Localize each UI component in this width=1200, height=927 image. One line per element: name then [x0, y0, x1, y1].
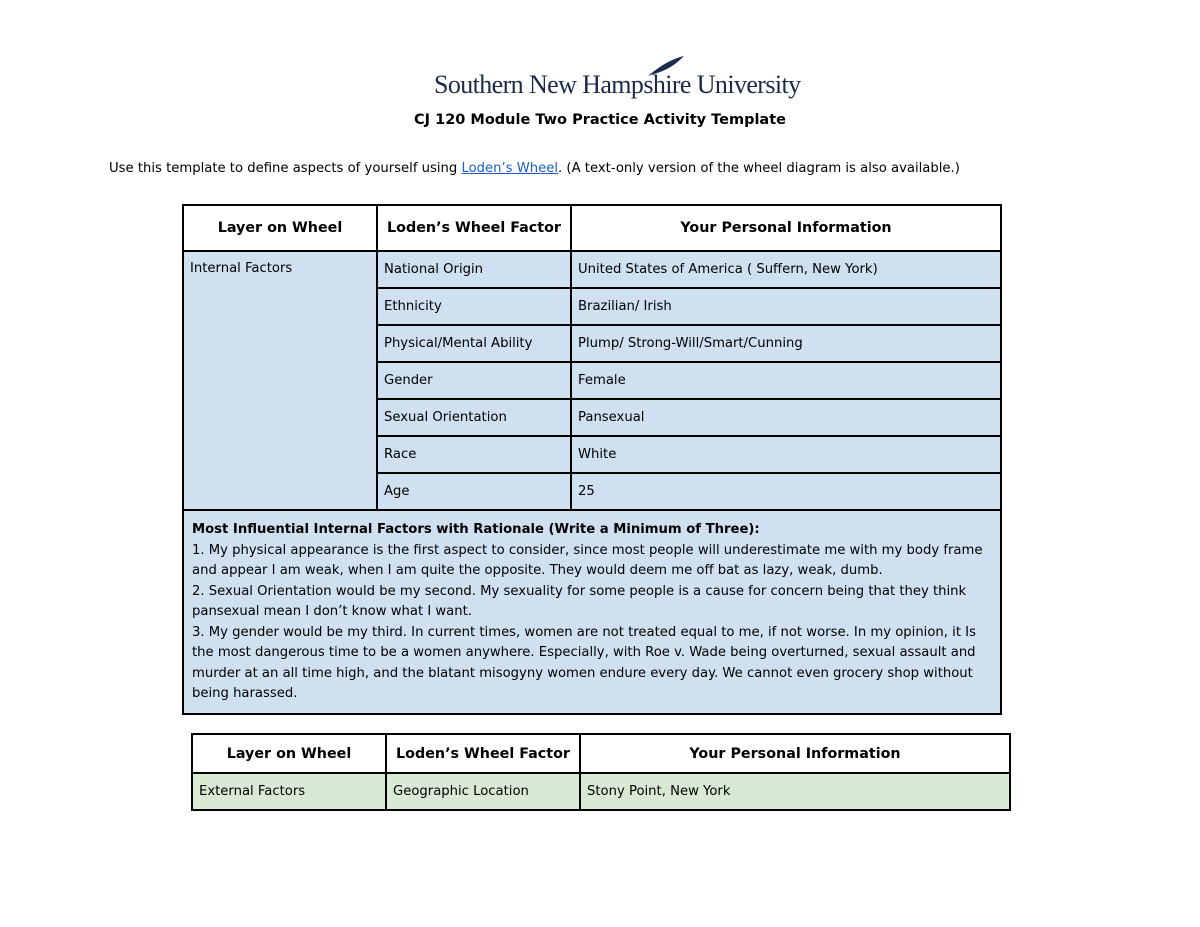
logo-text: Southern New Hampshire University: [434, 70, 801, 99]
factor-cell: Sexual Orientation: [377, 399, 571, 436]
factor-cell: Race: [377, 436, 571, 473]
info-cell: 25: [571, 473, 1001, 510]
header-layer: Layer on Wheel: [192, 734, 386, 773]
header-info: Your Personal Information: [571, 205, 1001, 251]
info-cell: Brazilian/ Irish: [571, 288, 1001, 325]
header-layer: Layer on Wheel: [183, 205, 377, 251]
table-header-row: [192, 734, 1010, 773]
layer-cell: External Factors: [192, 773, 386, 810]
info-cell: Plump/ Strong-Will/Smart/Cunning: [571, 325, 1001, 362]
page-title: CJ 120 Module Two Practice Activity Template: [414, 112, 786, 128]
factor-cell: National Origin: [377, 251, 571, 288]
rationale-item: 3. My gender would be my third. In current times, women are not treated equal to me, if not worse. In my opinion, it Is the most dangerous time to be a women anywhere. Especially, with Roe v. Wade being overturned, sexual assault and murder at an all time high, and the blatant misogyny women endure every day. We cannot even grocery shop without being harassed.: [192, 624, 976, 701]
rationale-cell: [183, 510, 1001, 714]
table-row: [183, 251, 1001, 288]
info-cell: Pansexual: [571, 399, 1001, 436]
factor-cell: Age: [377, 473, 571, 510]
rationale-item: 1. My physical appearance is the first aspect to consider, since most people will underestimate me with my body frame and appear I am weak, when I am quite the opposite. They would deem me off bat as lazy, weak, dumb.: [192, 542, 983, 578]
table-header-row: [183, 205, 1001, 251]
info-cell: United States of America ( Suffern, New York): [571, 251, 1001, 288]
rationale-item: 2. Sexual Orientation would be my second. My sexuality for some people is a cause for concern being that they think pansexual mean I don’t know what I want.: [192, 583, 967, 619]
factor-cell: Geographic Location: [386, 773, 580, 810]
factor-cell: Gender: [377, 362, 571, 399]
university-logo: [434, 54, 801, 104]
layer-cell: Internal Factors: [183, 251, 377, 510]
info-cell: White: [571, 436, 1001, 473]
rationale-heading: Most Influential Internal Factors with Rationale (Write a Minimum of Three):: [192, 522, 760, 537]
factor-cell: Ethnicity: [377, 288, 571, 325]
rationale-row: [183, 510, 1001, 714]
info-cell: Stony Point, New York: [580, 773, 1010, 810]
lodens-wheel-link[interactable]: Loden’s Wheel: [461, 161, 559, 176]
header-factor: Loden’s Wheel Factor: [377, 205, 571, 251]
table-row: [192, 773, 1010, 810]
info-cell: Female: [571, 362, 1001, 399]
intro-after-link: . (A text-only version of the wheel diagram is also available.): [558, 161, 960, 176]
intro-before-link: Use this template to define aspects of yourself using: [109, 161, 462, 176]
header-factor: Loden’s Wheel Factor: [386, 734, 580, 773]
intro-text: [109, 161, 960, 176]
external-factors-table: [191, 733, 1011, 811]
internal-factors-table: [182, 204, 1002, 715]
factor-cell: Physical/Mental Ability: [377, 325, 571, 362]
header-info: Your Personal Information: [580, 734, 1010, 773]
